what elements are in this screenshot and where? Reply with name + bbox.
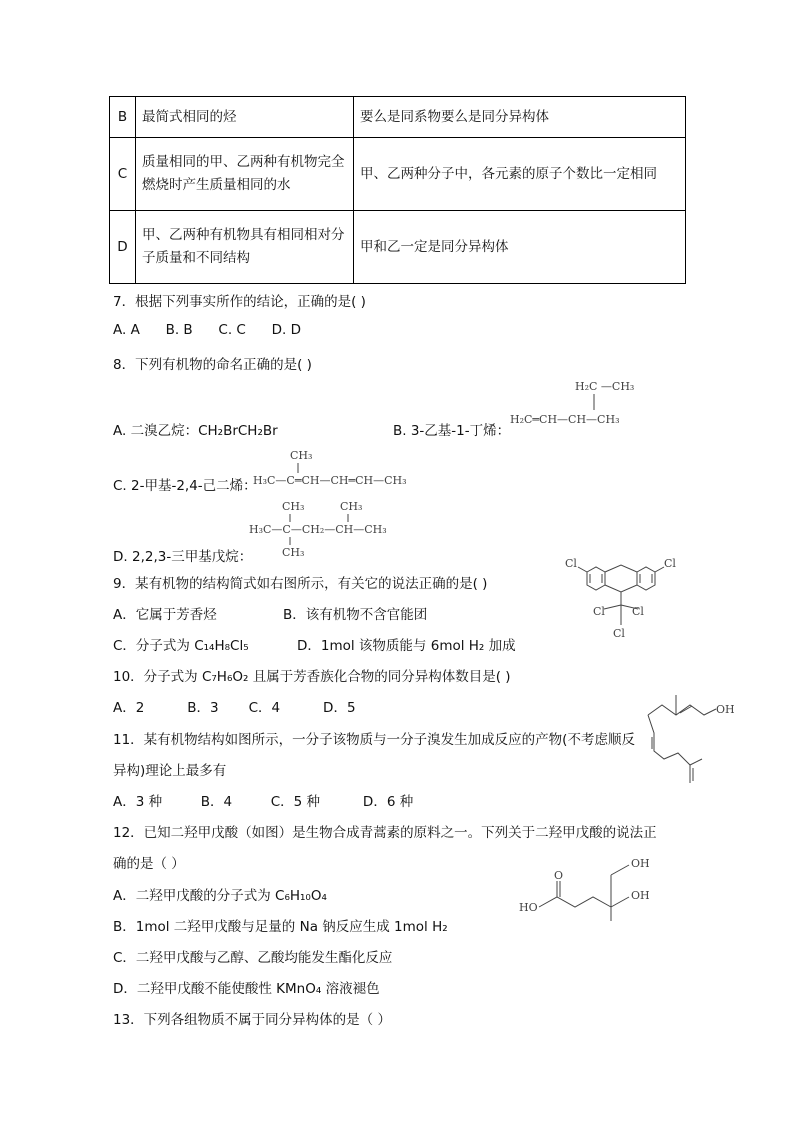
q12-ho: HO — [519, 901, 538, 914]
q9-cl-3: Cl — [613, 627, 625, 640]
bond-line — [539, 897, 611, 907]
q8-c-top: CH₃ — [290, 449, 313, 462]
q9-option-d: D．1mol 该物质能与 6mol H₂ 加成 — [297, 638, 516, 654]
q9-cl-1: Cl — [593, 605, 605, 618]
table-row — [110, 97, 686, 138]
bond-line — [611, 897, 629, 907]
q12-oh-top: OH — [631, 857, 650, 870]
row-conclusion: 要么是同系物要么是同分异构体 — [354, 97, 686, 138]
q12-structure — [517, 853, 677, 925]
row-fact-line: 甲、乙两种有机物具有相同相对分 — [142, 227, 345, 243]
q13-stem: 13．下列各组物质不属于同分异构体的是（ ） — [113, 1012, 391, 1028]
q12-option-d: D．二羟甲戊酸不能使酸性 KMnO₄ 溶液褪色 — [113, 981, 380, 997]
q8-c-main: H₃C—C═CH—CH═CH—CH₃ — [253, 474, 407, 486]
conclusion-table — [109, 96, 686, 284]
bond-line — [605, 585, 637, 592]
q8-d-structure — [244, 498, 404, 560]
q10-options: A．2 B．3 C．4 D．5 — [113, 700, 356, 716]
bond-line — [648, 715, 690, 783]
q11-stem-line2: 异构)理论上最多有 — [113, 763, 227, 779]
q11-oh: OH — [716, 703, 735, 716]
bond-line — [605, 565, 637, 572]
q12-option-b: B．1mol 二羟甲戊酸与足量的 Na 钠反应生成 1mol H₂ — [113, 919, 448, 935]
q8-stem: 8．下列有机物的命名正确的是( ) — [113, 357, 312, 373]
row-fact — [136, 138, 354, 211]
table-row — [110, 138, 686, 211]
q11-stem-line1: 11．某有机物结构如图所示，一分子该物质与一分子溴发生加成反应的产物(不考虑顺反 — [113, 732, 635, 748]
row-fact-line: 燃烧时产生质量相同的水 — [142, 177, 291, 193]
q12-stem-line2: 确的是（ ） — [113, 856, 185, 872]
row-fact: 最简式相同的烃 — [136, 97, 354, 138]
bond-line — [690, 759, 702, 765]
q8-b-top: H₂C —CH₃ — [575, 380, 635, 393]
table-row — [110, 211, 686, 284]
q12-option-a: A．二羟甲戊酸的分子式为 C₆H₁₀O₄ — [113, 888, 327, 904]
row-conclusion: 甲和乙一定是同分异构体 — [354, 211, 686, 284]
q8-b-main: H₂C═CH—CH—CH₃ — [510, 413, 620, 426]
q10-stem: 10．分子式为 C₇H₆O₂ 且属于芳香族化合物的同分异构体数目是( ) — [113, 669, 511, 685]
q7-options: A. A B. B C. C D. D — [113, 322, 301, 338]
q11-options: A．3 种 B．4 C．5 种 D．6 种 — [113, 794, 414, 810]
q9-option-a: A．它属于芳香烃 — [113, 607, 217, 623]
q12-o: O — [554, 869, 564, 882]
row-label: C — [110, 138, 136, 211]
row-label: D — [110, 211, 136, 284]
q8-option-b: B. 3-乙基-1-丁烯： — [393, 423, 511, 439]
q9-cl-left: Cl — [565, 557, 577, 570]
q11-structure — [640, 693, 750, 789]
q9-stem: 9．某有机物的结构简式如右图所示，有关它的说法正确的是( ) — [113, 576, 488, 592]
row-fact-line: 质量相同的甲、乙两种有机物完全 — [142, 154, 345, 170]
q9-option-c: C．分子式为 C₁₄H₈Cl₅ — [113, 638, 249, 654]
q8-b-structure — [505, 372, 655, 432]
q9-cl-right: Cl — [664, 557, 676, 570]
q8-option-d: D. 2,2,3-三甲基戊烷： — [113, 549, 253, 565]
bond-line — [680, 706, 692, 713]
q9-option-b: B．该有机物不含官能团 — [283, 607, 428, 623]
q8-d-main: H₃C—C—CH₂—CH—CH₃ — [249, 523, 387, 536]
row-label: B — [110, 97, 136, 138]
bond-line — [604, 605, 621, 609]
bond-line — [611, 865, 629, 875]
benzene-ring-left — [578, 567, 605, 590]
q12-stem-line1: 12．已知二羟甲戊酸（如图）是生物合成青蒿素的原料之一。下列关于二羟甲戊酸的说法正 — [113, 825, 657, 841]
q12-option-c: C．二羟甲戊酸与乙醇、乙酸均能发生酯化反应 — [113, 950, 393, 966]
q9-cl-2: Cl — [632, 605, 644, 618]
row-fact — [136, 211, 354, 284]
row-conclusion: 甲、乙两种分子中，各元素的原子个数比一定相同 — [354, 138, 686, 211]
bond-line — [648, 705, 716, 715]
q8-d-bottom: CH₃ — [282, 546, 305, 559]
q8-option-c: C. 2-甲基-2,4-己二烯： — [113, 478, 257, 494]
q8-d-top1: CH₃ — [282, 500, 305, 513]
row-fact-line: 子质量和不同结构 — [142, 250, 250, 266]
q12-oh-mid: OH — [631, 889, 650, 902]
q8-d-top2: CH₃ — [340, 500, 363, 513]
q8-option-a: A. 二溴乙烷：CH₂BrCH₂Br — [113, 423, 278, 439]
q8-c-structure — [248, 446, 448, 486]
benzene-ring-right — [637, 567, 664, 590]
q7-stem: 7．根据下列事实所作的结论，正确的是( ) — [113, 294, 366, 310]
q9-structure — [560, 553, 685, 645]
